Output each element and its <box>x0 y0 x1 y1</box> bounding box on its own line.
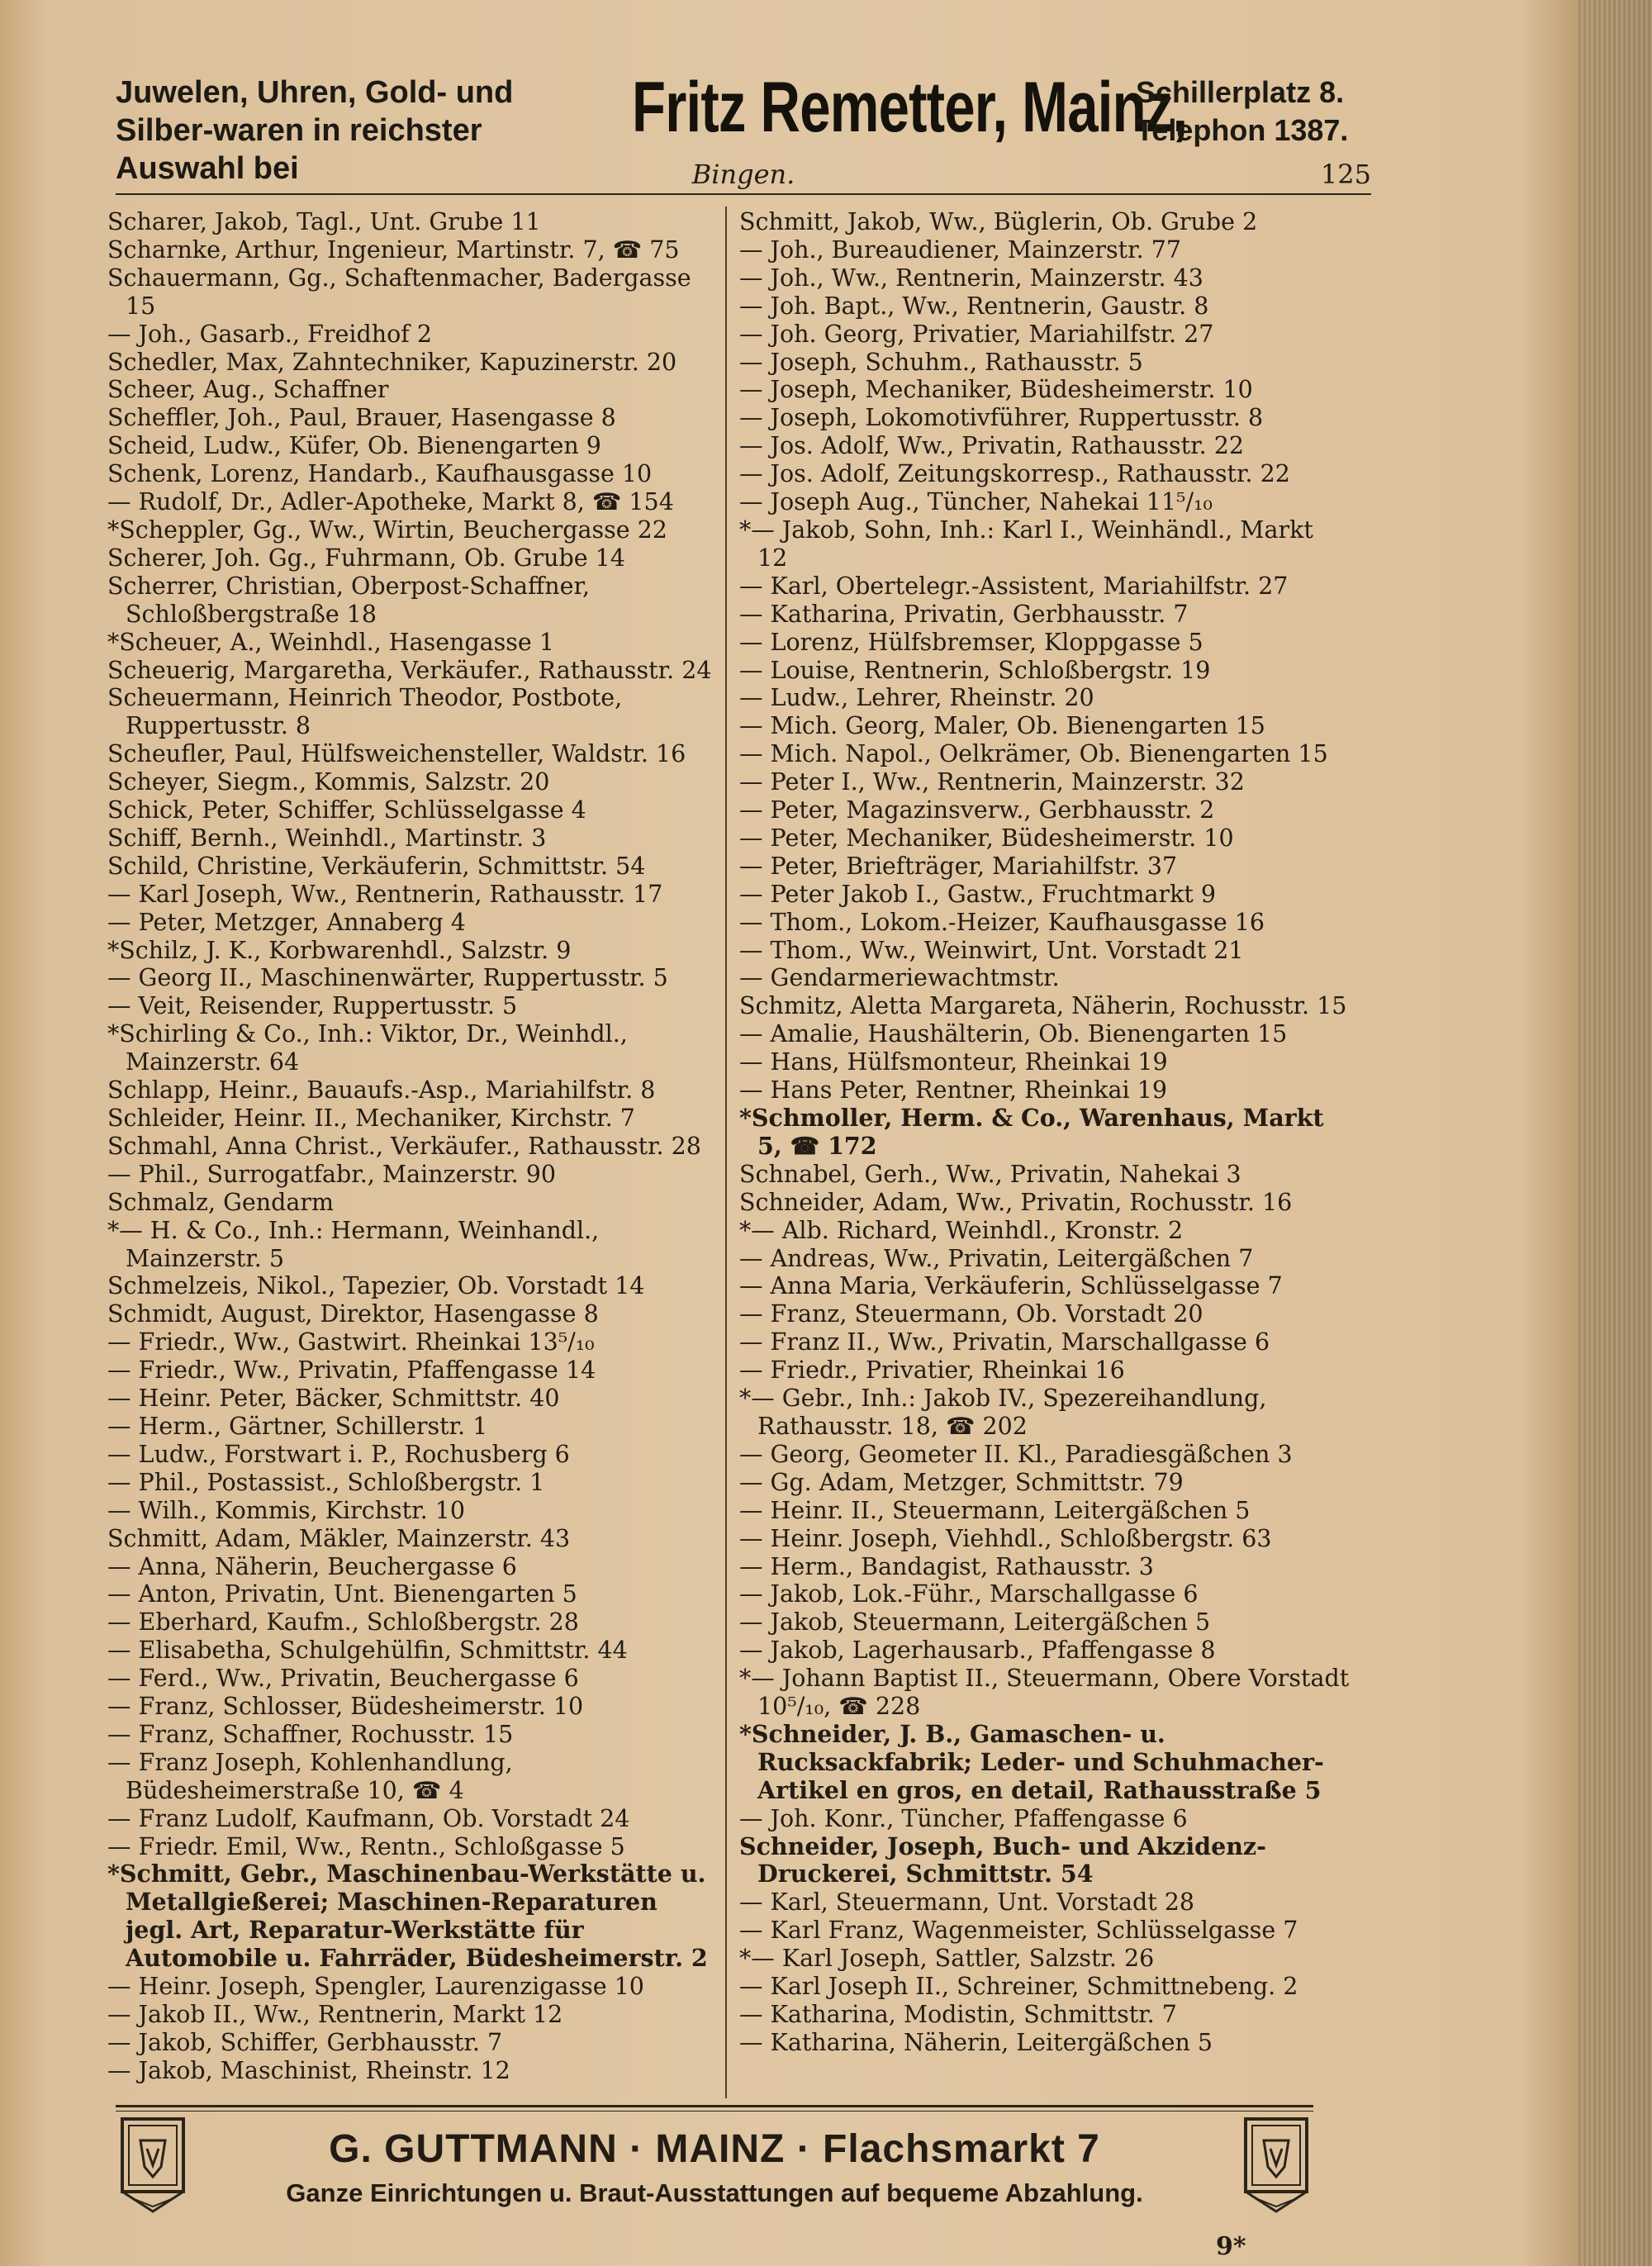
directory-entry: — Peter, Magazinsverw., Gerbhausstr. 2 <box>739 796 1215 824</box>
directory-entry: — Georg, Geometer II. Kl., Paradiesgäßchen 3 <box>739 1440 1293 1468</box>
directory-entry: — Karl Franz, Wagenmeister, Schlüsselgasse 7 <box>739 1917 1298 1945</box>
directory-entry: Scharer, Jakob, Tagl., Unt. Grube 11 <box>107 208 541 235</box>
directory-entry: — Veit, Reisender, Ruppertusstr. 5 <box>107 992 518 1020</box>
directory-entry: Schauermann, Gg., Schaftenmacher, Badergasse 15 <box>107 264 691 320</box>
directory-entry: — Lorenz, Hülfsbremser, Kloppgasse 5 <box>739 628 1203 656</box>
directory-entry: *Schirling & Co., Inh.: Viktor, Dr., Weinhdl., Mainzerstr. 64 <box>107 1020 628 1076</box>
directory-entry: — Jos. Adolf, Zeitungskorresp., Rathausstr. 22 <box>739 460 1290 488</box>
directory-entry: — Jakob II., Ww., Rentnerin, Markt 12 <box>107 2001 563 2028</box>
directory-entry: — Wilh., Kommis, Kirchstr. 10 <box>107 1496 466 1524</box>
directory-entry: — Katharina, Modistin, Schmittstr. 7 <box>739 2001 1177 2028</box>
directory-entry: — Jakob, Steuermann, Leitergäßchen 5 <box>739 1608 1211 1637</box>
directory-entry: Scheyer, Siegm., Kommis, Salzstr. 20 <box>107 768 550 796</box>
footer-advertisement <box>116 2105 1313 2229</box>
directory-entry: — Heinr. Peter, Bäcker, Schmittstr. 40 <box>107 1385 560 1413</box>
directory-entry: *— Jakob, Sohn, Inh.: Karl I., Weinhändl., Markt 12 <box>739 515 1313 572</box>
directory-entry: — Georg II., Maschinenwärter, Ruppertusstr. 5 <box>107 964 668 992</box>
directory-entry: — Ludw., Forstwart i. P., Rochusberg 6 <box>107 1440 570 1468</box>
directory-entry: — Peter I., Ww., Rentnerin, Mainzerstr. 32 <box>739 768 1245 796</box>
directory-entry: — Katharina, Privatin, Gerbhausstr. 7 <box>739 600 1189 628</box>
directory-entry: — Anna Maria, Verkäuferin, Schlüsselgasse 7 <box>739 1272 1283 1300</box>
directory-entry: *Scheuer, A., Weinhdl., Hasengasse 1 <box>107 628 554 656</box>
signature-mark: 9* <box>1216 2232 1246 2261</box>
directory-entry: Schleider, Heinr. II., Mechaniker, Kirchstr. 7 <box>107 1104 635 1132</box>
footer-subtitle: Ganze Einrichtungen u. Braut-Ausstattungen auf bequeme Abzahlung. <box>286 2178 1143 2207</box>
directory-entry: Scheffler, Joh., Paul, Brauer, Hasengasse 8 <box>107 404 616 432</box>
running-head-town: Bingen. <box>691 159 795 190</box>
directory-entry: — Joseph, Mechaniker, Büdesheimerstr. 10 <box>739 376 1253 404</box>
directory-entry: — Friedr. Emil, Ww., Rentn., Schloßgasse 5 <box>107 1832 625 1860</box>
directory-entry: Schmidt, August, Direktor, Hasengasse 8 <box>107 1300 599 1328</box>
directory-entry: Schedler, Max, Zahntechniker, Kapuzinerstr. 20 <box>107 348 677 376</box>
directory-entry: — Thom., Ww., Weinwirt, Unt. Vorstadt 21 <box>739 936 1244 964</box>
directory-entry: Scharnke, Arthur, Ingenieur, Martinstr. 7, ☎ 75 <box>107 235 680 264</box>
directory-entry: — Jakob, Lok.-Führ., Marschallgasse 6 <box>739 1580 1199 1608</box>
directory-entry: — Mich. Georg, Maler, Ob. Bienengarten 15 <box>739 712 1265 740</box>
directory-entry: — Ludw., Lehrer, Rheinstr. 20 <box>739 684 1094 712</box>
directory-entry: — Peter, Mechaniker, Büdesheimerstr. 10 <box>739 824 1234 852</box>
directory-entry: — Ferd., Ww., Privatin, Beuchergasse 6 <box>107 1665 579 1693</box>
directory-entry: — Elisabetha, Schulgehülfin, Schmittstr. 44 <box>107 1637 628 1665</box>
directory-entry: — Joseph Aug., Tüncher, Nahekai 11⁵/₁₀ <box>739 488 1213 516</box>
directory-entry: — Phil., Surrogatfabr., Mainzerstr. 90 <box>107 1160 557 1188</box>
directory-entry: Schild, Christine, Verkäuferin, Schmittstr. 54 <box>107 852 646 880</box>
directory-entry: Scherrer, Christian, Oberpost-Schaffner, Schloßbergstraße 18 <box>107 572 591 628</box>
page-number: 125 <box>1320 159 1371 190</box>
directory-entry: — Rudolf, Dr., Adler-Apotheke, Markt 8, ☎ 154 <box>107 488 674 516</box>
directory-entry: Schmitz, Aletta Margareta, Näherin, Rochusstr. 15 <box>739 992 1347 1020</box>
directory-entry: — Gendarmeriewachtmstr. <box>739 964 1060 992</box>
directory-entry: *Schneider, J. B., Gamaschen- u. Rucksackfabrik; Leder- und Schuhmacher-Artikel en gros, en detail, Rathausstraße 5 <box>739 1719 1324 1804</box>
directory-entry: — Jos. Adolf, Ww., Privatin, Rathausstr. 22 <box>739 432 1245 460</box>
directory-entry: Schneider, Adam, Ww., Privatin, Rochusstr. 16 <box>739 1188 1293 1216</box>
right-column <box>739 208 1351 2057</box>
directory-entry: *— Alb. Richard, Weinhdl., Kronstr. 2 <box>739 1216 1184 1244</box>
directory-entry: *Schilz, J. K., Korbwarenhdl., Salzstr. 9 <box>107 936 572 964</box>
directory-entry: *— Gebr., Inh.: Jakob IV., Spezereihandlung, Rathausstr. 18, ☎ 202 <box>739 1385 1267 1440</box>
directory-entry: *— Karl Joseph, Sattler, Salzstr. 26 <box>739 1945 1155 1973</box>
directory-entry: *Scheppler, Gg., Ww., Wirtin, Beuchergasse 22 <box>107 515 667 544</box>
directory-entry: Schnabel, Gerh., Ww., Privatin, Nahekai 3 <box>739 1160 1241 1188</box>
directory-entry: Schick, Peter, Schiffer, Schlüsselgasse 4 <box>107 796 586 824</box>
directory-entry: — Anton, Privatin, Unt. Bienengarten 5 <box>107 1580 577 1608</box>
directory-entry: — Jakob, Lagerhausarb., Pfaffengasse 8 <box>739 1637 1216 1665</box>
directory-entry: — Joh., Gasarb., Freidhof 2 <box>107 320 432 348</box>
directory-entry: — Karl Joseph II., Schreiner, Schmittnebeng. 2 <box>739 1973 1298 2001</box>
directory-entry: — Franz II., Ww., Privatin, Marschallgasse 6 <box>739 1328 1270 1356</box>
directory-entry: — Peter, Briefträger, Mariahilfstr. 37 <box>739 852 1178 880</box>
running-head <box>116 155 1371 195</box>
ornament-icon <box>1239 2116 1313 2213</box>
ornament-icon <box>116 2116 190 2213</box>
directory-entry: — Hans Peter, Rentner, Rheinkai 19 <box>739 1076 1167 1104</box>
directory-entry: *— H. & Co., Inh.: Hermann, Weinhandl., Mainzerstr. 5 <box>107 1216 600 1272</box>
footer-title: G. GUTTMANN · MAINZ · Flachsmarkt 7 <box>329 2127 1100 2171</box>
directory-entry: Schmalz, Gendarm <box>107 1188 334 1216</box>
directory-entry: — Heinr. II., Steuermann, Leitergäßchen 5 <box>739 1496 1251 1524</box>
ad-center-title: Fritz Remetter, Mainz, <box>632 68 1188 147</box>
directory-entry: Schneider, Joseph, Buch- und Akzidenz-Druckerei, Schmittstr. 54 <box>739 1831 1266 1888</box>
directory-entry: — Franz Joseph, Kohlenhandlung, Büdesheimerstraße 10, ☎ 4 <box>107 1748 513 1804</box>
directory-entry: — Eberhard, Kaufm., Schloßbergstr. 28 <box>107 1608 579 1637</box>
book-page-edges <box>1578 0 1652 2266</box>
directory-entry: — Karl, Steuermann, Unt. Vorstadt 28 <box>739 1888 1195 1917</box>
directory-entry: — Friedr., Ww., Privatin, Pfaffengasse 14 <box>107 1356 596 1385</box>
directory-entry: — Joh., Bureaudiener, Mainzerstr. 77 <box>739 235 1181 264</box>
directory-entry: *Schmitt, Gebr., Maschinenbau-Werkstätte u. Metallgießerei; Maschinen-Reparaturen jegl. Art, Reparatur-Werkstätte für Automobile u. Fahrräder, Büdesheimerstr. 2 <box>107 1860 708 1973</box>
directory-entry: — Jakob, Schiffer, Gerbhausstr. 7 <box>107 2028 503 2056</box>
directory-entry: Schenk, Lorenz, Handarb., Kaufhausgasse 10 <box>107 460 653 488</box>
directory-entry: — Peter Jakob I., Gastw., Fruchtmarkt 9 <box>739 880 1217 908</box>
directory-entry: — Joh. Konr., Tüncher, Pfaffengasse 6 <box>739 1804 1188 1832</box>
directory-entry: — Franz, Steuermann, Ob. Vorstadt 20 <box>739 1300 1203 1328</box>
directory-entry: — Amalie, Haushälterin, Ob. Bienengarten 15 <box>739 1020 1288 1048</box>
directory-entry: — Franz Ludolf, Kaufmann, Ob. Vorstadt 24 <box>107 1804 630 1832</box>
directory-entry: — Franz, Schaffner, Rochusstr. 15 <box>107 1720 514 1748</box>
column-divider <box>725 207 727 2098</box>
directory-entry: — Phil., Postassist., Schloßbergstr. 1 <box>107 1468 545 1496</box>
directory-entry: — Karl Joseph, Ww., Rentnerin, Rathausstr. 17 <box>107 880 663 908</box>
ad-right-address: Schillerplatz 8. Telephon 1387. <box>1136 75 1349 147</box>
directory-entry: — Joseph, Lokomotivführer, Ruppertusstr. 8 <box>739 404 1264 432</box>
directory-entry: — Joh., Ww., Rentnerin, Mainzerstr. 43 <box>739 264 1203 292</box>
directory-entry: — Thom., Lokom.-Heizer, Kaufhausgasse 16 <box>739 908 1265 936</box>
directory-entry: — Mich. Napol., Oelkrämer, Ob. Bienengarten 15 <box>739 740 1328 768</box>
directory-entry: — Anna, Näherin, Beuchergasse 6 <box>107 1552 517 1580</box>
directory-entry: Scheuerig, Margaretha, Verkäufer., Rathausstr. 24 <box>107 656 712 684</box>
directory-entry: Scherer, Joh. Gg., Fuhrmann, Ob. Grube 14 <box>107 544 625 572</box>
directory-entry: — Joseph, Schuhm., Rathausstr. 5 <box>739 348 1143 376</box>
directory-entry: Scheid, Ludw., Küfer, Ob. Bienengarten 9 <box>107 432 601 460</box>
directory-entry: *Schmoller, Herm. & Co., Warenhaus, Markt 5, ☎ 172 <box>739 1104 1324 1160</box>
directory-entry: Schmitt, Jakob, Ww., Büglerin, Ob. Grube 2 <box>739 208 1258 235</box>
footer-rule <box>116 2111 1313 2112</box>
directory-entry: — Franz, Schlosser, Büdesheimerstr. 10 <box>107 1693 584 1721</box>
directory-entry: — Louise, Rentnerin, Schloßbergstr. 19 <box>739 656 1211 684</box>
directory-entry: — Andreas, Ww., Privatin, Leitergäßchen 7 <box>739 1244 1254 1272</box>
directory-entry: — Peter, Metzger, Annaberg 4 <box>107 908 466 936</box>
directory-entry: — Herm., Bandagist, Rathausstr. 3 <box>739 1552 1154 1580</box>
left-column <box>107 208 719 2085</box>
directory-entry: — Gg. Adam, Metzger, Schmittstr. 79 <box>739 1468 1184 1496</box>
directory-entry: — Hans, Hülfsmonteur, Rheinkai 19 <box>739 1048 1168 1076</box>
directory-entry: — Jakob, Maschinist, Rheinstr. 12 <box>107 2056 510 2084</box>
directory-entry: — Joh. Bapt., Ww., Rentnerin, Gaustr. 8 <box>739 292 1209 320</box>
directory-entry: — Herm., Gärtner, Schillerstr. 1 <box>107 1412 488 1440</box>
directory-entry: Schmelzeis, Nikol., Tapezier, Ob. Vorstadt 14 <box>107 1272 645 1300</box>
directory-entry: — Katharina, Näherin, Leitergäßchen 5 <box>739 2028 1213 2056</box>
directory-entry: Schiff, Bernh., Weinhdl., Martinstr. 3 <box>107 824 547 852</box>
directory-entry: — Karl, Obertelegr.-Assistent, Mariahilfstr. 27 <box>739 572 1289 600</box>
directory-entry: — Friedr., Privatier, Rheinkai 16 <box>739 1356 1125 1385</box>
directory-entry: Schmitt, Adam, Mäkler, Mainzerstr. 43 <box>107 1524 571 1552</box>
directory-entry: Scheer, Aug., Schaffner <box>107 376 389 404</box>
directory-entry: Schlapp, Heinr., Bauaufs.-Asp., Mariahilfstr. 8 <box>107 1076 656 1104</box>
directory-entry: — Joh. Georg, Privatier, Mariahilfstr. 27 <box>739 320 1214 348</box>
ad-left-text: Juwelen, Uhren, Gold- und Silber-waren in reichster Auswahl bei <box>116 75 514 186</box>
directory-entry: Schmahl, Anna Christ., Verkäufer., Rathausstr. 28 <box>107 1132 701 1160</box>
directory-entry: *— Johann Baptist II., Steuermann, Obere Vorstadt 10⁵/₁₀, ☎ 228 <box>739 1665 1350 1721</box>
directory-entry: — Heinr. Joseph, Spengler, Laurenzigasse 10 <box>107 1973 644 2001</box>
directory-entry: Scheuermann, Heinrich Theodor, Postbote, Ruppertusstr. 8 <box>107 684 623 740</box>
directory-entry: — Heinr. Joseph, Viehhdl., Schloßbergstr. 63 <box>739 1524 1272 1552</box>
directory-entry: — Friedr., Ww., Gastwirt. Rheinkai 13⁵/₁₀ <box>107 1328 595 1356</box>
directory-entry: Scheufler, Paul, Hülfsweichensteller, Waldstr. 16 <box>107 740 686 768</box>
